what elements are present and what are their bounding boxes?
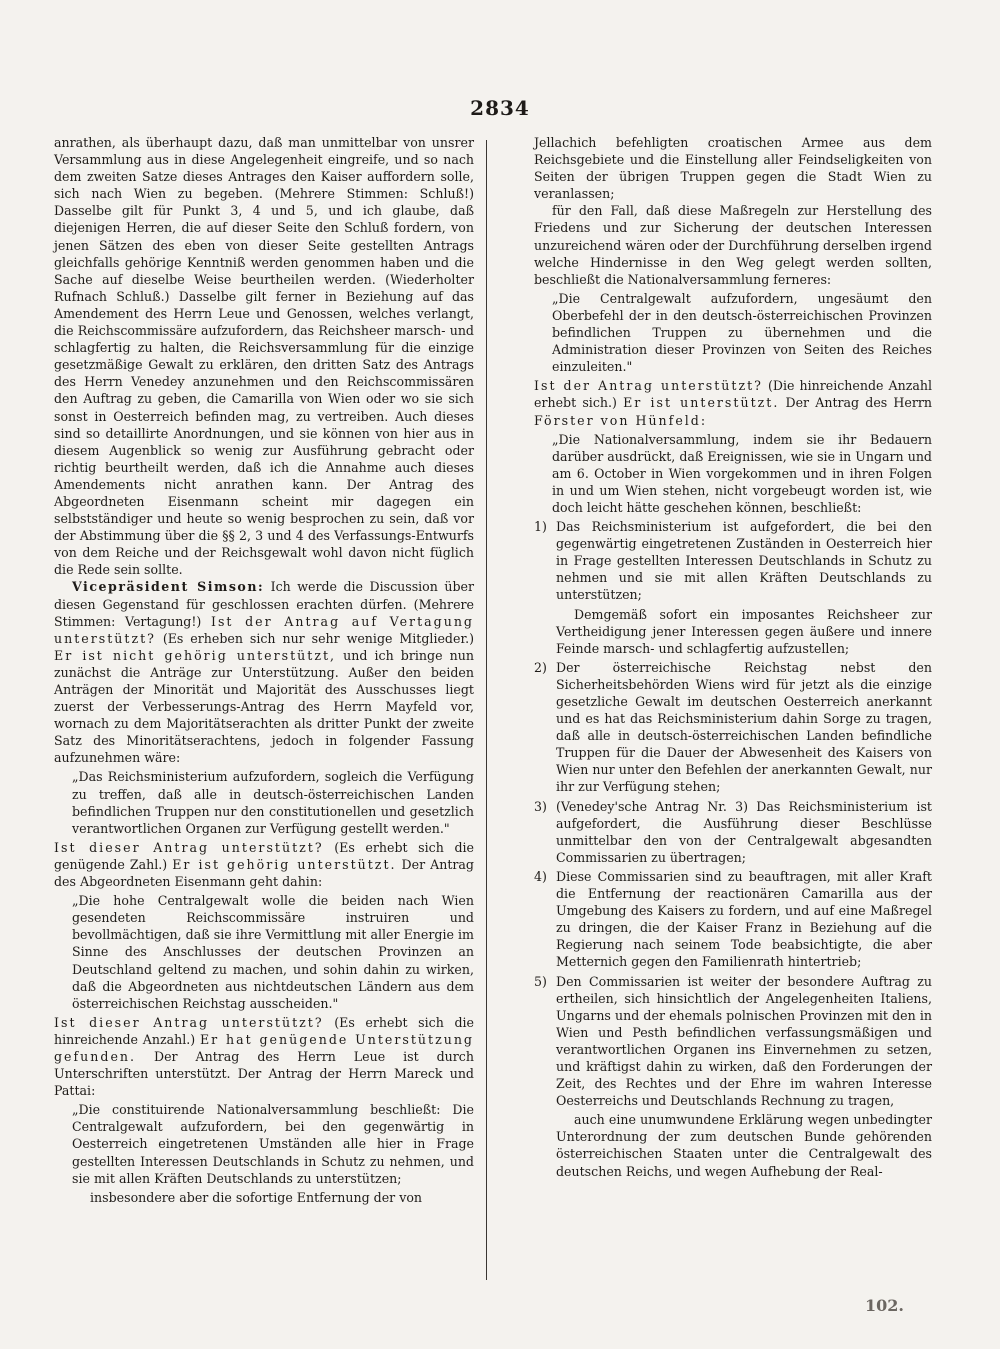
item-text: Das Reichsministerium ist aufgefordert, die bei den gegenwärtig eingetretenen Zuständen in Oesterreich hier in Frage gestellten Interessen Deutschlands in Schutz zu nehmen und sie mit allen Kräften Deutschlands zu unterstützen; — [556, 519, 932, 603]
paragraph — [54, 1014, 474, 1099]
text: Der Antrag des Abgeordneten Eisenmann geht dahin: — [54, 856, 474, 890]
quote: insbesondere aber die sofortige Entfernung der von — [90, 1189, 423, 1205]
left-column — [54, 134, 474, 1208]
text: (Es erhebt sich die genügende Zahl.) — [54, 839, 474, 872]
text-spaced: Ist dieser Antrag unterstützt? — [54, 1014, 324, 1030]
right-column — [534, 134, 932, 1182]
text: (Es erhebt sich die hinreichende Anzahl.) — [54, 1014, 474, 1047]
item-number: 1) — [534, 519, 547, 535]
item-text: Diese Commissarien sind zu beauftragen, mit aller Kraft die Entfernung der reactionären Camarilla aus der Umgebung des Kaisers zu fordern, und auf eine Maßregel zu dringen, die der Kaiser Franz in Beziehung auf die Regierung nach seinem Tode beabsichtigte, die aber Metternich gegen den Familienrath hintertrieb; — [556, 868, 932, 970]
text: (Es erheben sich nur sehr wenige Mitglieder.) — [162, 630, 474, 646]
speaker-name: Vicepräsident Simson: — [72, 579, 265, 595]
list-item — [534, 868, 932, 971]
signature-mark: 102. — [865, 1296, 904, 1315]
text-spaced: Er hat genügende Unterstützung gefunden. — [54, 1031, 474, 1064]
item-text: Den Commissarien ist weiter der besondere Auftrag zu ertheilen, sich hinsichtlich der Angelegenheiten Italiens, Ungarns und der ehemals polnischen Provinzen mit den in Wien und Pesth befindlichen verfassungsmäßigen und verantwortlichen Organen ins Einvernehmen zu setzen, und kräftigst dahin zu wirken, daß den Forderungen der Zeit, des Rechtes und der Ehre im wahren Interesse Oesterreichs und Deutschlands Rechnung zu tragen, — [556, 973, 932, 1109]
text-spaced: Ist dieser Antrag unterstützt? — [54, 839, 324, 855]
list-item — [534, 659, 932, 796]
quote: „Die Nationalversammlung, indem sie ihr Bedauern darüber ausdrückt, daß Ereignissen, wie sie in Ungarn und am 6. October in Wien vorgekommen und in ihren Folgen in und um Wien stehen, nicht vorgebeugt worden ist, wie doch leicht hätte geschehen können, beschließt: — [552, 431, 932, 515]
item-number: 2) — [534, 659, 547, 675]
paragraph: auch eine unumwundene Erklärung wegen unbedingter Unterordnung der zum deutschen Bunde gehörenden österreichischen Staaten unter die Centralgewalt des deutschen Reichs, und wegen Aufhebung der Real- — [556, 1112, 932, 1179]
text-spaced: Ist der Antrag auf Vertagung unterstützt? — [54, 613, 474, 646]
text-spaced: Ist der Antrag unterstützt? — [534, 378, 763, 394]
paragraph: Demgemäß sofort ein imposantes Reichsheer zur Vertheidigung jener Interessen gegen äußere und innere Feinde marsch- und schlagfertig aufzustellen; — [556, 606, 932, 656]
paragraph — [54, 839, 474, 890]
paragraph — [534, 377, 932, 428]
item-number: 4) — [534, 868, 547, 884]
text: (Die hinreichende Anzahl erhebt sich.) — [534, 378, 932, 411]
paragraph: anrathen, als überhaupt dazu, daß man unmittelbar von unsrer Versammlung aus in diese Angelegenheit eingreife, und so nach dem zweiten Satze dieses Antrages den Kaiser auffordern solle, sich nach Wien zu begeben. (Mehrere Stimmen: Schluß!) Dasselbe gilt für Punkt 3, 4 und 5, und ich glaube, daß diejenigen Herren, die auf dieser Seite den Schluß fordern, von jenen Sätzen des eben von dieser Seite gestellten Antrags gleichfalls gehörige Kenntniß werden genommen haben und die Sache auf dieselbe Weise beurtheilen werden. (Wiederholter Rufnach Schluß.) Dasselbe gilt ferner in Beziehung auf das Amendement des Herrn Leue und Genossen, welches verlangt, die Reichscommissäre aufzufordern, das Reichsheer marsch- und schlagfertig zu halten, die Reichsversammlung für die einzige gesetzmäßige Gewalt zu erklären, den dritten Satz des Antrags des Herrn Venedey anzunehmen und den Reichscommissären den Auftrag zu geben, die Camarilla von Wien oder wo sie sich sonst in Oesterreich befinden mag, zu vertreiben. Auch dieses sind so detaillirte Anordnungen, und sie können von hier aus in diesem Augenblick so wenig zur Ausführung gebracht oder richtig beurtheilt werden, daß ich die Annahme auch dieses Amendements nicht anrathen kann. Der Antrag des Abgeordneten Eisenmann scheint mir dagegen ein selbstständiger und heute so wenig besprochen zu sein, daß vor der Abstimmung über die §§ 2, 3 und 4 des Verfassungs-Entwurfs von dem Reiche und der Reichsgewalt wohl davon nicht füglich die Rede sein sollte. — [54, 135, 474, 578]
text: und ich bringe nun zunächst die Anträge zur Unterstützung. Außer den beiden Anträgen der Minorität und Majorität des Ausschusses liegt zuerst der Verbesserungs-Antrag des Herrn Mayfeld vor, wornach zu dem Majoritätserachten als dritter Punkt der zweite Satz des Minoritätserachtens, jedoch in folgender Fassung aufzunehmen wäre: — [54, 647, 474, 766]
item-number: 3) — [534, 798, 547, 814]
item-text: Der österreichische Reichstag nebst den Sicherheitsbehörden Wiens wird für jetzt als die einzige gesetzliche Gewalt im deutschen Oesterreich anerkannt und es hat das Reichsministerium dahin Sorge zu tragen, daß alle in deutsch-österreichischen Landen befindliche Truppen für die Dauer der Abwesenheit des Kaisers von Wien nur unter den Befehlen der anerkannten Gewalt, nur ihr zur Verfügung stehen; — [556, 659, 932, 795]
text: Der Antrag des Herrn — [785, 395, 932, 411]
column-divider — [486, 140, 487, 1280]
paragraph: für den Fall, daß diese Maßregeln zur Herstellung des Friedens und zur Sicherung der deutschen Interessen unzureichend wären oder der Durchführung derselben irgend welche Hindernisse in den Weg gelegt werden sollten, beschließt die Nationalversammlung ferneres: — [534, 203, 932, 287]
quote: „Die constituirende Nationalversammlung beschließt: Die Centralgewalt aufzufordern, bei den gegenwärtig in Oesterreich eingetretenen Umständen alle hier in Frage gestellten Interessen Deutschlands in Schutz zu nehmen, und sie mit allen Kräften Deutschlands zu unterstützen; — [72, 1102, 474, 1186]
quote: „Das Reichsministerium aufzufordern, sogleich die Verfügung zu treffen, daß alle in deutsch-österreichischen Landen befindlichen Truppen nur den constitutionellen und gesetzlich verantwortlichen Organen zur Verfügung gestellt werden." — [72, 769, 474, 836]
item-number: 5) — [534, 973, 547, 989]
speaker-paragraph — [54, 578, 474, 766]
text-spaced: Er ist gehörig unterstützt. — [172, 856, 397, 872]
quote: „Die Centralgewalt aufzufordern, ungesäumt den Oberbefehl der in den deutsch-österreichischen Provinzen befindlichen Truppen zu übernehmen und die Administration dieser Provinzen von Seiten des Reiches einzuleiten." — [552, 290, 932, 375]
text-spaced: Er ist unterstützt. — [623, 395, 780, 411]
list-item — [534, 798, 932, 866]
list-item — [534, 518, 932, 603]
text: Der Antrag des Herrn Leue ist durch Unterschriften unterstützt. Der Antrag der Herrn Mareck und Pattai: — [54, 1048, 474, 1099]
page-number: 2834 — [470, 96, 530, 120]
list-item — [534, 973, 932, 1110]
text-spaced: Er ist nicht gehörig unterstützt, — [54, 647, 337, 663]
paragraph: Jellachich befehligten croatischen Armee aus dem Reichsgebiete und die Einstellung aller Feindseligkeiten von Seiten der übrigen Truppen gegen die Stadt Wien zu veranlassen; — [534, 135, 932, 202]
quote: „Die hohe Centralgewalt wolle die beiden nach Wien gesendeten Reichscommissäre instruiren und bevollmächtigen, daß sie ihre Vermittlung mit aller Energie im Sinne des Anschlusses der deutschen Provinzen an Deutschland geltend zu machen, und sohin dahin zu wirken, daß die Abgeordneten aus nichtdeutschen Ländern aus dem österreichischen Reichstag ausscheiden." — [72, 893, 474, 1011]
speaker-name: Förster von Hünfeld: — [534, 412, 708, 428]
item-text: (Venedey'sche Antrag Nr. 3) Das Reichsministerium ist aufgefordert, die Ausführung dieser Beschlüsse unmittelbar den von der Centralgewalt abgesandten Commissarien zu übertragen; — [556, 798, 932, 865]
text: Ich werde die Discussion über diesen Gegenstand für geschlossen erachten dürfen. (Mehrere Stimmen: Vertagung!) — [54, 579, 474, 629]
